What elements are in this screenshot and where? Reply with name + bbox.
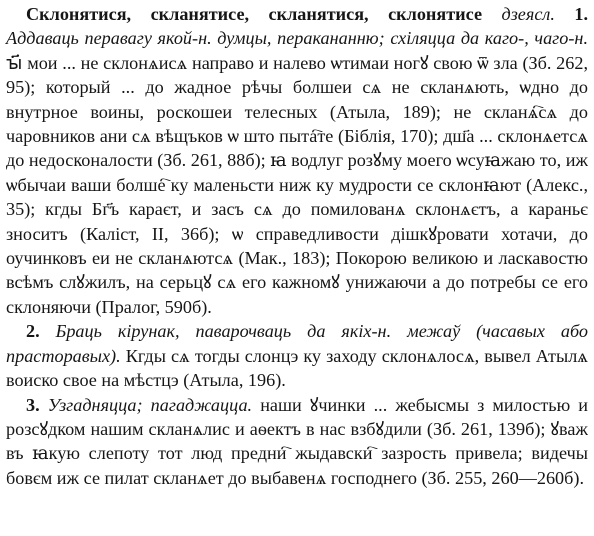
sense-gloss: Узгадняцца; пагаджацца. <box>47 394 253 415</box>
entry-sense-3 <box>6 393 588 491</box>
entry-headword: Склонятися, скланятисе, скланятися, склонятисе <box>26 4 483 24</box>
sense-gloss: Аддаваць перавагу якой-н. думцы, перакананню; схіляцца да каго-, чаго-н. <box>6 28 588 49</box>
sense-citations: наши ꙋчинки ... жебысмы з милостью и розсꙋдком нашим скланѧлис и аѳектъ в нас взбꙋдили (Зб. 261, 139б); ꙋваж въ ꙗкую слепоту тот люд предни҇ жыдавски҇ зазрость привела; видечы бовєм иж се пилат скланѧет до выбавенѧ господнего (Зб. 255, 260—260б). <box>6 394 588 488</box>
sense-citations: Кгды сѧ тогды слонцэ ку заходу склонѧлосѧ, вывел Атылѧ воиско свое на мѣстцэ (Атыла, 196). <box>6 345 588 391</box>
sense-gloss: Браць кірунак, паварочваць да якіх-н. межаў (часавых або прасторавых). <box>6 321 588 366</box>
sense-citations: ꙑ҃ мои ... не склонѧисѧ направо и налево ѡтимаи ногꙋ свою ѿ зла (Зб. 262, 95); который ... до жадное рѣчы болшеи сѧ не скланѧють, ѡдно до внутрное воины, роскошеи телесных (Атыла, 189); не скланѧ҇сѧ до чаровников ани сѧ вѣщъков ѡ што пыта҇те (Біблія, 170); дш҃а ... склонѧетсѧ до недосконалости (Зб. 261, 88б); ꙗ водлуг розꙋму моего ѡсуꙗжаю то, иж ѡбычаи ваши болше҇ ку маленьсти ниж ку мудрости се склонꙗют (Алекс., 35); кгды Бг҃ъ караєт, и засъ сѧ до помилованѧ склонѧєтъ, а караньє зноситъ (Каліст, II, 36б); ѡ справедливости дішкꙋровати хотачи, до оучинковъ еи не скланѧютсѧ (Мак., 183); Покорою великою и ласкавостю всѣмъ слꙋжилъ, на серьцꙋ сѧ его кажномꙋ унижаючи а до потребы се его склоняючи (Пралог, 590б). <box>6 52 588 317</box>
entry-sense-1 <box>6 2 588 319</box>
sense-number: 1. <box>574 4 589 24</box>
sense-number: 2. <box>26 321 40 342</box>
dictionary-entry <box>6 2 588 490</box>
grammar-label: дзеясл. <box>501 4 555 24</box>
sense-number: 3. <box>26 394 40 415</box>
entry-sense-2 <box>6 319 588 392</box>
